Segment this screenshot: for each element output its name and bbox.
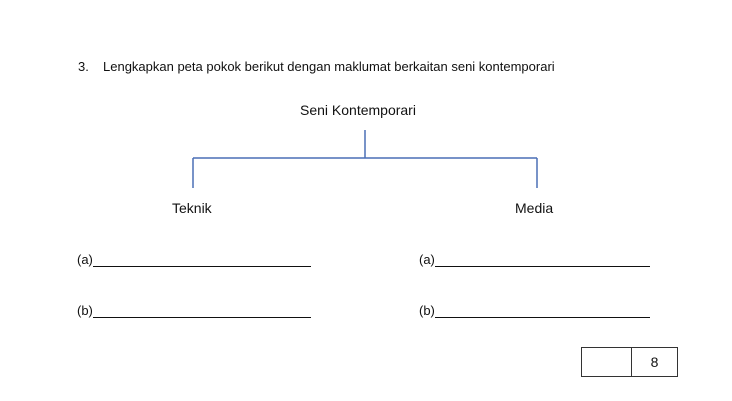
answer-blank-line[interactable] (435, 303, 650, 318)
branch-label-media: Media (515, 200, 554, 216)
marks-obtained-cell[interactable] (582, 348, 632, 376)
answer-label: (b) (419, 303, 435, 318)
marks-total-cell: 8 (650, 354, 659, 370)
answer-row-media-a (419, 252, 650, 267)
answer-row-teknik-a (77, 252, 311, 267)
answer-label: (b) (77, 303, 93, 318)
question-text: Lengkapkan peta pokok berikut dengan maklumat berkaitan seni kontemporari (103, 59, 555, 74)
answer-blank-line[interactable] (435, 252, 650, 267)
answer-row-media-b (419, 303, 650, 318)
answer-label: (a) (77, 252, 93, 267)
answer-blank-line[interactable] (93, 252, 311, 267)
question-number: 3. (78, 59, 89, 74)
answer-label: (a) (419, 252, 435, 267)
tree-root-label: Seni Kontemporari (300, 102, 416, 118)
answer-row-teknik-b (77, 303, 311, 318)
branch-label-teknik: Teknik (172, 200, 212, 216)
marks-box (581, 347, 678, 377)
answer-blank-line[interactable] (93, 303, 311, 318)
